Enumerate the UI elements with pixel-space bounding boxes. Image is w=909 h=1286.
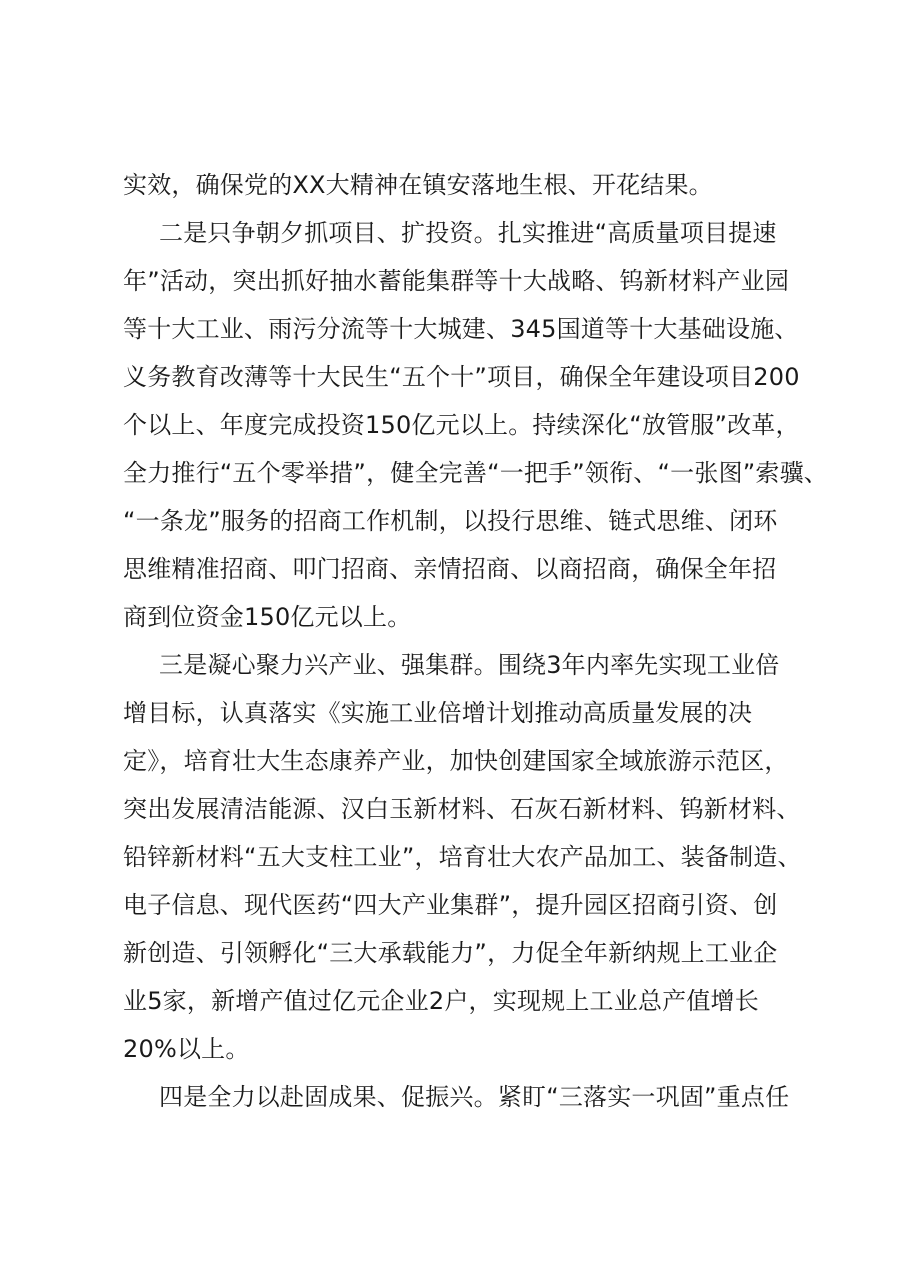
text-line: 个以上、年度完成投资150亿元以上。持续深化“放管服”改革， [123,411,800,439]
text-line: 商到位资金150亿元以上。 [123,603,412,631]
text-line: 铅锌新材料“五大支柱工业”，培育壮大农产品加工、装备制造、 [123,843,802,871]
text-line: 20%以上。 [123,1035,250,1063]
text-line: 思维精准招商、叩门招商、亲情招商、以商招商，确保全年招 [123,555,777,583]
text-line: 全力推行“五个零举措”，健全完善“一把手”领衔、“一张图”索骥、 [123,459,828,487]
text-line: 新创造、引领孵化“三大承载能力”，力促全年新纳规上工业企 [123,939,778,967]
text-line: 实效，确保党的XX大精神在镇安落地生根、开花结果。 [123,171,713,199]
text-line: 定》，培育壮大生态康养产业，加快创建国家全域旅游示范区， [123,747,789,775]
paragraph-first-line: 二是只争朝夕抓项目、扩投资。扎实推进“高质量项目提速 [159,219,777,247]
text-line: 突出发展清洁能源、汉白玉新材料、石灰石新材料、钨新材料、 [123,795,801,823]
text-line: 业5家，新增产值过亿元企业2户，实现规上工业总产值增长 [123,987,759,1015]
text-line: 增目标，认真落实《实施工业倍增计划推动高质量发展的决 [123,699,753,727]
text-line: “一条龙”服务的招商工作机制，以投行思维、链式思维、闭环 [123,507,778,535]
paragraph-first-line: 四是全力以赴固成果、促振兴。紧盯“三落实一巩固”重点任 [159,1083,790,1111]
text-line: 年”活动，突出抓好抽水蓄能集群等十大战略、钨新材料产业园 [123,267,790,295]
text-line: 等十大工业、雨污分流等十大城建、345国道等十大基础设施、 [123,315,799,343]
text-line: 电子信息、现代医药“四大产业集群”，提升园区招商引资、创 [123,891,778,919]
paragraph-first-line: 三是凝心聚力兴产业、强集群。围绕3年内率先实现工业倍 [159,651,780,679]
text-line: 义务教育改薄等十大民生“五个十”项目，确保全年建设项目200 [123,363,800,391]
